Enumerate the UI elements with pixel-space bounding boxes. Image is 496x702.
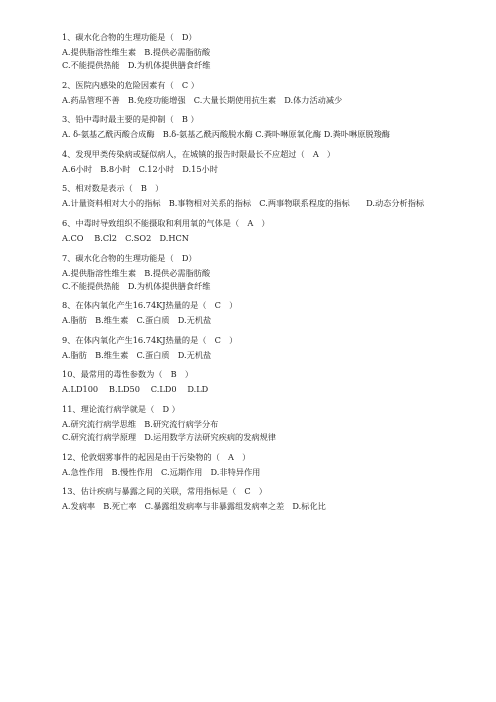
question-text: 13、估计疾病与暴露之间的关联，常用指标是（ C ） <box>62 486 267 497</box>
question-block <box>62 252 462 293</box>
answer-options: A. δ-氨基乙酰丙酸合成酶 B.δ-氨基乙酰丙酸脱水酶 C.粪卟啉原氧化酶 D.粪卟啉原脱羧酶 <box>62 129 390 140</box>
question-text: 2、医院内感染的危险因素有（ C ） <box>62 79 199 90</box>
question-text: 9、在体内氧化产生16.74KJ热量的是（ C ） <box>62 334 238 345</box>
answer-options: A.计量资料相对大小的指标 B.事物相对关系的指标 C.两事物联系程度的指标 D.动态分析指标 <box>62 198 425 209</box>
question-block <box>62 368 462 396</box>
answer-options: A.CO B.Cl2 C.SO2 D.HCN <box>62 232 189 243</box>
question-text: 3、铅中毒时最主要的是抑制（ B ） <box>62 114 199 125</box>
question-block <box>62 299 462 327</box>
question-block <box>62 451 462 479</box>
answer-options: C.不能提供热能 D.为机体提供膳食纤维 <box>62 280 211 291</box>
question-text: 7、碳水化合物的生理功能是（ D） <box>62 252 197 263</box>
question-block <box>62 334 462 362</box>
question-list <box>62 31 462 520</box>
answer-options: A.脂肪 B.维生素 C.蛋白质 D.无机盐 <box>62 349 212 360</box>
answer-options: A.发病率 B.死亡率 C.暴露组发病率与非暴露组发病率之差 D.标化比 <box>62 501 326 512</box>
question-block <box>62 148 462 176</box>
question-block <box>62 217 462 245</box>
answer-options: A.提供脂溶性维生素 B.提供必需脂肪酸 <box>62 267 211 278</box>
answer-options: C.研究流行病学原理 D.运用数学方法研究疾病的发病规律 <box>62 431 276 442</box>
answer-options: A.研究流行病学思维 B.研究流行病学分布 <box>62 418 219 429</box>
answer-options: C.不能提供热能 D.为机体提供膳食纤维 <box>62 60 211 70</box>
question-text: 6、中毒时导致组织不能摄取和利用氧的气体是（ A ） <box>62 217 270 228</box>
question-text: 11、理论流行病学就是（ D ） <box>62 403 180 414</box>
question-block <box>62 79 462 107</box>
question-block <box>62 31 462 72</box>
question-text: 5、相对数是表示（ B ） <box>62 183 164 194</box>
question-text: 1、碳水化合物的生理功能是（ D） <box>62 32 197 42</box>
answer-options: A.药品管理不善 B.免疫功能增强 C.大量长期使用抗生素 D.体力活动减少 <box>62 94 343 105</box>
answer-options: A.LD100 B.LD50 C.LD0 D.LD <box>62 384 209 395</box>
question-text: 12、伦敦烟雾事件的起因是由于污染物的（ A ） <box>62 451 251 462</box>
question-block <box>62 113 462 141</box>
question-text: 4、发现甲类传染病或疑似病人，在城镇的报告时限最长不应超过（ A ） <box>62 148 336 159</box>
answer-options: A.脂肪 B.维生素 C.蛋白质 D.无机盐 <box>62 315 212 326</box>
answer-options: A.急性作用 B.慢性作用 C.远期作用 D.非特异作用 <box>62 466 261 477</box>
question-block <box>62 403 462 444</box>
answer-options: A.6小时 B.8小时 C.12小时 D.15小时 <box>62 163 218 174</box>
question-block <box>62 485 462 513</box>
answer-options: A.提供脂溶性维生素 B.提供必需脂肪酸 <box>62 47 211 57</box>
question-block <box>62 182 462 210</box>
question-text: 8、在体内氧化产生16.74KJ热量的是（ C ） <box>62 300 238 311</box>
question-text: 10、最常用的毒性参数为（ B ） <box>62 369 194 380</box>
